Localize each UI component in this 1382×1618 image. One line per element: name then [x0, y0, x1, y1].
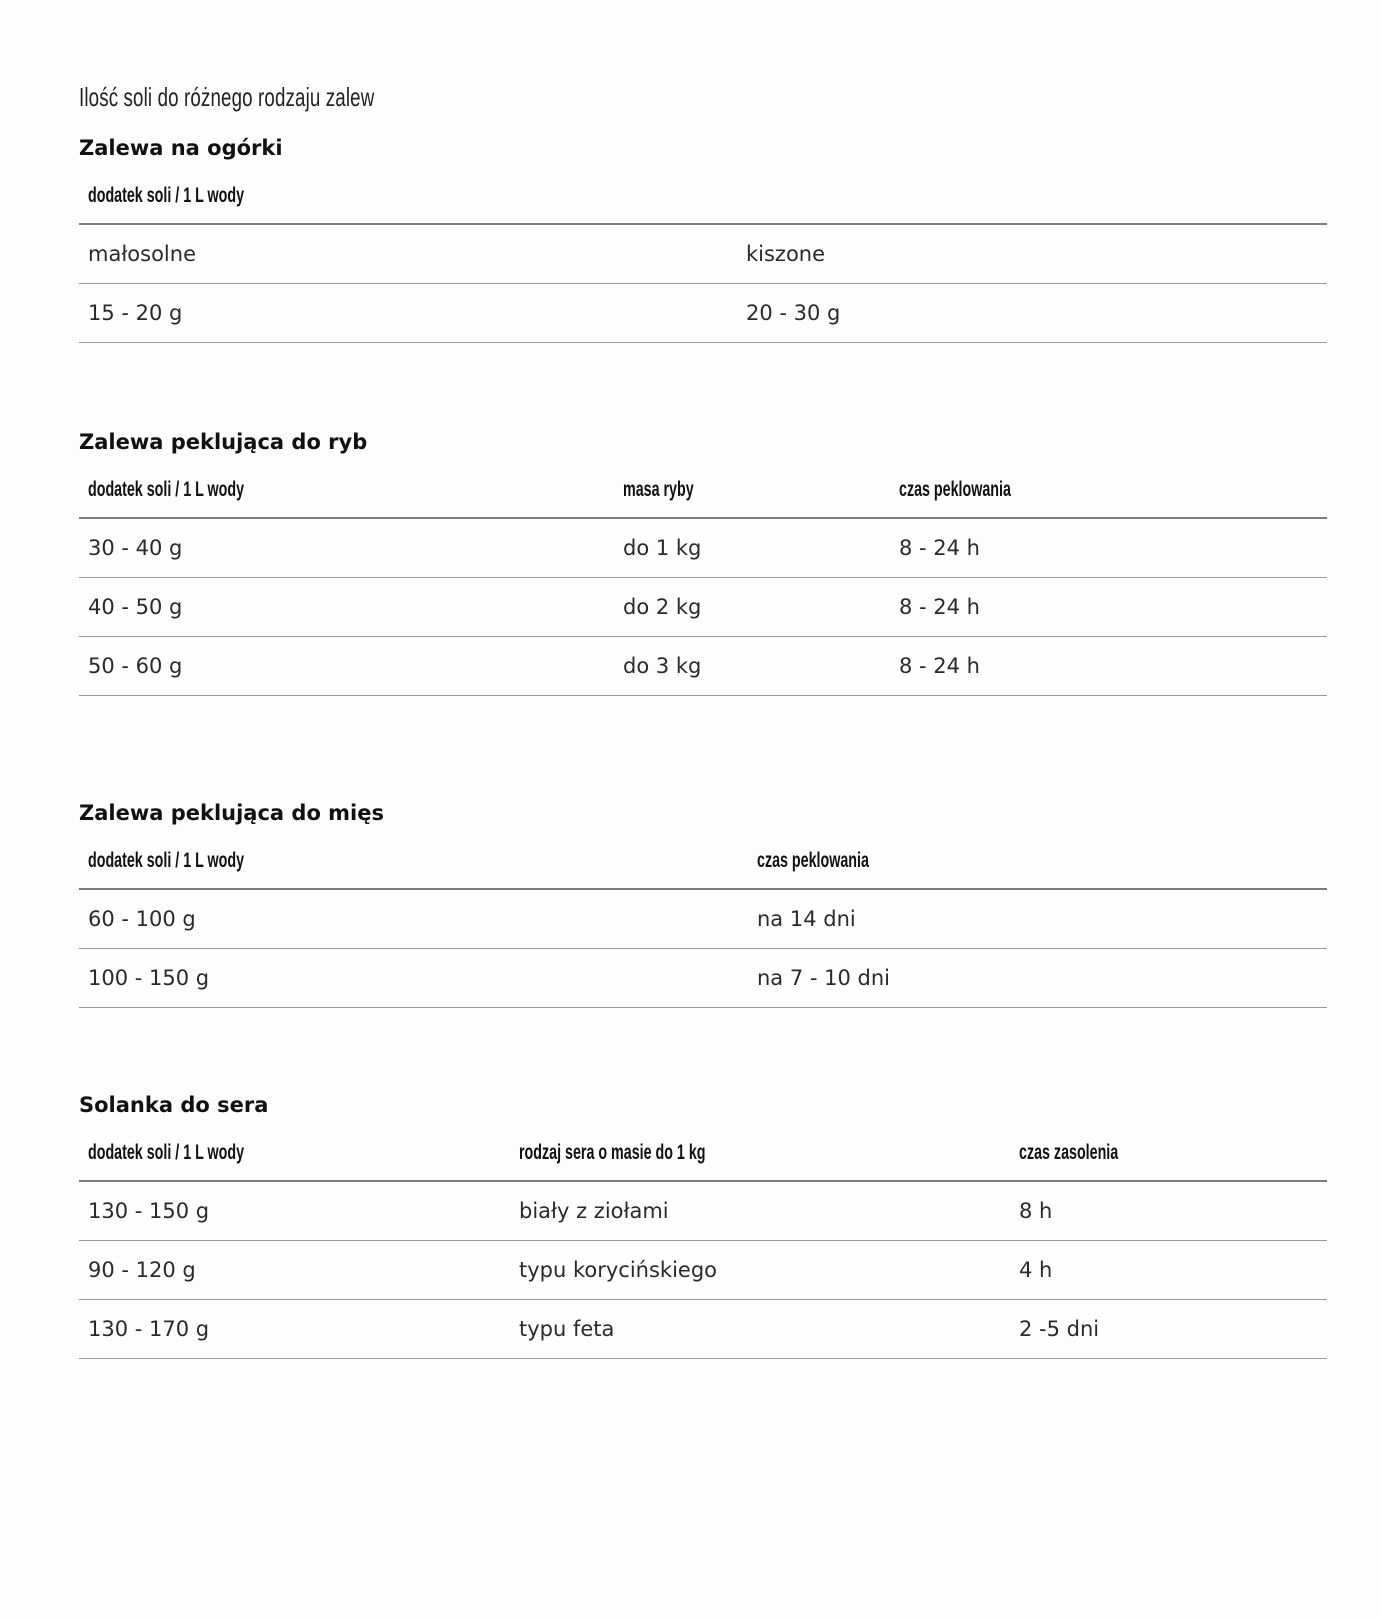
table-cell: do 1 kg [614, 518, 890, 577]
table-header-row [79, 1120, 1327, 1181]
table-row [79, 1240, 1327, 1299]
table-cell: 30 - 40 g [79, 518, 614, 577]
column-header: rodzaj sera o masie do 1 kg [510, 1120, 1010, 1181]
table-row [79, 577, 1327, 636]
table-cell: do 3 kg [614, 636, 890, 695]
table-row [79, 1181, 1327, 1240]
table-header-row [79, 457, 1327, 518]
table-cell: 8 - 24 h [890, 636, 1327, 695]
meat-curing-table [79, 828, 1327, 1008]
table-row [79, 636, 1327, 695]
table-cell: typu korycińskiego [510, 1240, 1010, 1299]
table-row [79, 948, 1327, 1007]
table-cell: 100 - 150 g [79, 948, 748, 1007]
table-cell: 90 - 120 g [79, 1240, 510, 1299]
column-header: dodatek soli / 1 L wody [79, 163, 1327, 224]
table-cell: 20 - 30 g [737, 283, 1327, 342]
column-header: dodatek soli / 1 L wody [79, 828, 748, 889]
table-header-row [79, 828, 1327, 889]
table-row [79, 1299, 1327, 1358]
table-cell: małosolne [79, 224, 737, 283]
column-header: czas peklowania [890, 457, 1327, 518]
table-header-row [79, 163, 1327, 224]
table-cell: do 2 kg [614, 577, 890, 636]
table-cell: 40 - 50 g [79, 577, 614, 636]
column-header: czas zasolenia [1010, 1120, 1327, 1181]
table-cell: biały z ziołami [510, 1181, 1010, 1240]
column-header: dodatek soli / 1 L wody [79, 457, 614, 518]
table-cell: 4 h [1010, 1240, 1327, 1299]
table-cell: 15 - 20 g [79, 283, 737, 342]
table-cell: na 7 - 10 dni [748, 948, 1327, 1007]
page-title: Ilość soli do różnego rodzaju zalew [79, 82, 375, 112]
section-title: Zalewa peklująca do mięs [79, 801, 385, 825]
table-cell: 130 - 170 g [79, 1299, 510, 1358]
table-cell: 2 -5 dni [1010, 1299, 1327, 1358]
column-header: masa ryby [614, 457, 890, 518]
table-cell: na 14 dni [748, 889, 1327, 948]
table-row [79, 889, 1327, 948]
table-cell: 8 h [1010, 1181, 1327, 1240]
table-cell: kiszone [737, 224, 1327, 283]
table-row [79, 518, 1327, 577]
cucumber-brine-table [79, 163, 1327, 343]
fish-curing-table [79, 457, 1327, 696]
table-cell: 130 - 150 g [79, 1181, 510, 1240]
table-cell: 8 - 24 h [890, 518, 1327, 577]
cheese-brine-table [79, 1120, 1327, 1359]
table-row [79, 224, 1327, 283]
column-header: dodatek soli / 1 L wody [79, 1120, 510, 1181]
section-cheese-brine [79, 1090, 1327, 1359]
table-cell: 50 - 60 g [79, 636, 614, 695]
table-cell: 8 - 24 h [890, 577, 1327, 636]
section-title: Zalewa peklująca do ryb [79, 430, 368, 454]
section-cucumber-brine [79, 133, 1327, 343]
section-meat-curing-brine [79, 798, 1327, 1008]
section-fish-curing-brine [79, 427, 1327, 696]
table-cell: 60 - 100 g [79, 889, 748, 948]
column-header: czas peklowania [748, 828, 1327, 889]
table-row [79, 283, 1327, 342]
section-title: Solanka do sera [79, 1093, 269, 1117]
section-title: Zalewa na ogórki [79, 136, 283, 160]
table-cell: typu feta [510, 1299, 1010, 1358]
